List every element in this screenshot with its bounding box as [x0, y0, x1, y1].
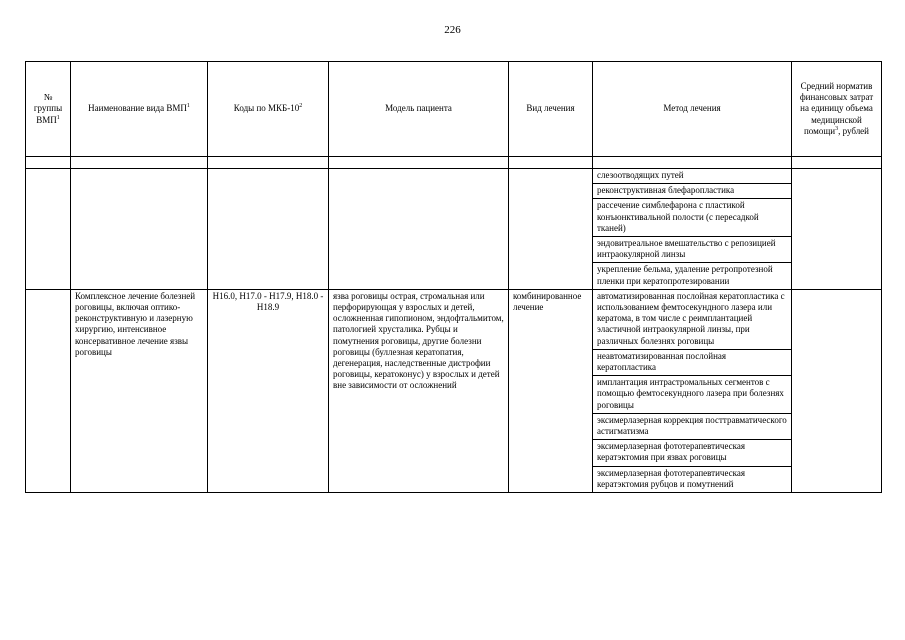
method-item: эксимерлазерная коррекция посттравматического астигматизма [593, 414, 791, 440]
header-method: Метод лечения [593, 62, 792, 157]
table-row [26, 289, 882, 492]
vmp-name: Комплексное лечение болезней роговицы, включая оптико-реконструктивную и лазерную хирургию, интенсивное консервативное лечение язвы роговицы [71, 289, 208, 492]
header-row [26, 62, 882, 157]
header-spacer-row [26, 157, 882, 169]
page-number: 226 [444, 24, 461, 36]
continuation-methods [593, 169, 792, 290]
header-name: Наименование вида ВМП$^1$ [71, 62, 208, 157]
method-item: рассечение симблефарона с пластикой конъюнктивальной полости (с пересадкой тканей) [593, 199, 791, 237]
method-item: эксимерлазерная фототерапевтическая кератэктомия рубцов и помутнений [597, 467, 746, 489]
method-item: неавтоматизированная послойная кератопластика [593, 350, 791, 376]
method-item: имплантация интрастромальных сегментов с помощью фемтосекундного лазера при болезнях роговицы [593, 376, 791, 414]
header-treatment-type: Вид лечения [509, 62, 593, 157]
method-item: слезоотводящих путей [593, 169, 791, 184]
method-item: реконструктивная блефаропластика [593, 184, 791, 199]
method-item: укрепление бельма, удаление ретропротезной пленки при кератопротезировании [597, 264, 773, 286]
header-cost: Средний норматив финансовых затрат на единицу объема медицинской помощи$^3$, рублей [792, 62, 882, 157]
cost-cell [792, 289, 882, 492]
treatment-type: комбинированное лечение [509, 289, 593, 492]
method-item: эксимерлазерная фототерапевтическая кератэктомия при язвах роговицы [593, 440, 791, 466]
method-item: эндовитреальное вмешательство с репозицией интраокулярной линзы [593, 237, 791, 263]
continuation-row [26, 169, 882, 290]
header-codes: Коды по МКБ-$10^2$ [208, 62, 329, 157]
header-model: Модель пациента [329, 62, 509, 157]
header-group: № группы ВМП$^1$ [26, 62, 71, 157]
vmp-table [25, 61, 882, 493]
treatment-methods [593, 289, 792, 492]
method-item: автоматизированная послойная кератопластика с использованием фемтосекундного лазера или кератома, в том числе с реимплантацией эластичной интраокулярной линзы, при различных болезнях роговицы [593, 290, 791, 350]
icd-codes: H16.0, H17.0 - H17.9, H18.0 - H18.9 [208, 289, 329, 492]
patient-model: язва роговицы острая, стромальная или перфорирующая у взрослых и детей, осложненная гипопионом, эндофтальмитом, патологией хрусталика. Рубцы и помутнения роговицы, другие болезни роговицы (буллезная кератопатия, дегенерация, наследственные дистрофии роговицы, кератоконус) у взрослых и детей вне зависимости от осложнений [329, 289, 509, 492]
